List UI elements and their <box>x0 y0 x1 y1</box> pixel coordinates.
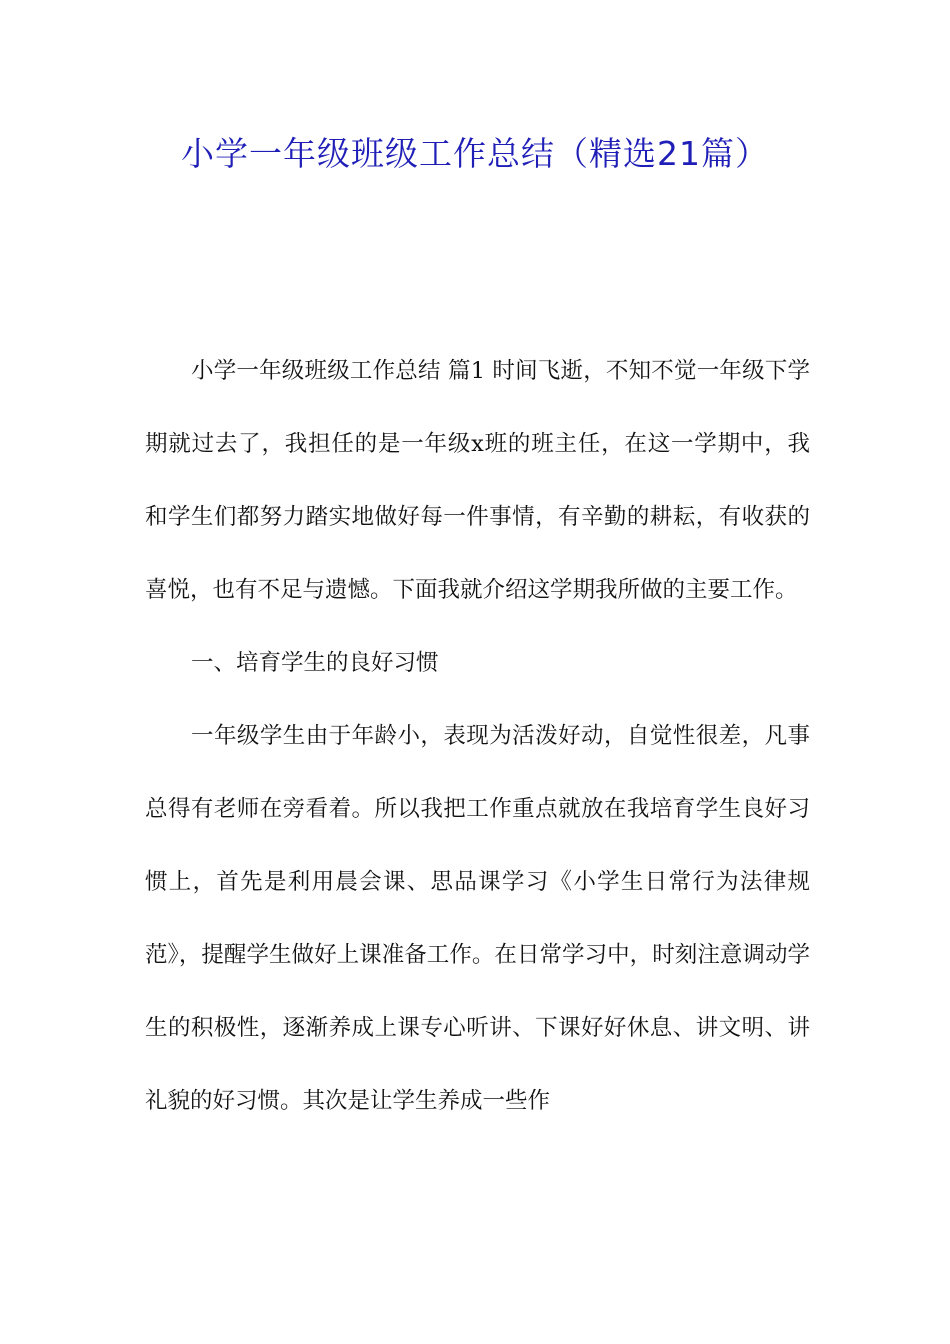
section-heading: 一、培育学生的良好习惯 <box>191 650 439 676</box>
paragraph-intro: 小学一年级班级工作总结 篇1 时间飞逝，不知不觉一年级下学期就过去了，我担任的是一年级x班的班主任，在这一学期中，我和学生们都努力踏实地做好每一件事情，有辛勤的耕耘，有收获的喜悦，也有不足与遗憾。下面我就介绍这学期我所做的主要工作。 <box>145 358 810 603</box>
document-body <box>145 335 810 1138</box>
document-title: 小学一年级班级工作总结（精选21篇） <box>181 134 769 173</box>
paragraph-habits: 一年级学生由于年龄小，表现为活泼好动，自觉性很差，凡事总得有老师在旁看着。所以我把工作重点就放在我培育学生良好习惯上，首先是利用晨会课、思品课学习《小学生日常行为法律规范》，提醒学生做好上课准备工作。在日常学习中，时刻注意调动学生的积极性，逐渐养成上课专心听讲、下课好好休息、讲文明、讲礼貌的好习惯。其次是让学生养成一些作 <box>145 723 810 1114</box>
